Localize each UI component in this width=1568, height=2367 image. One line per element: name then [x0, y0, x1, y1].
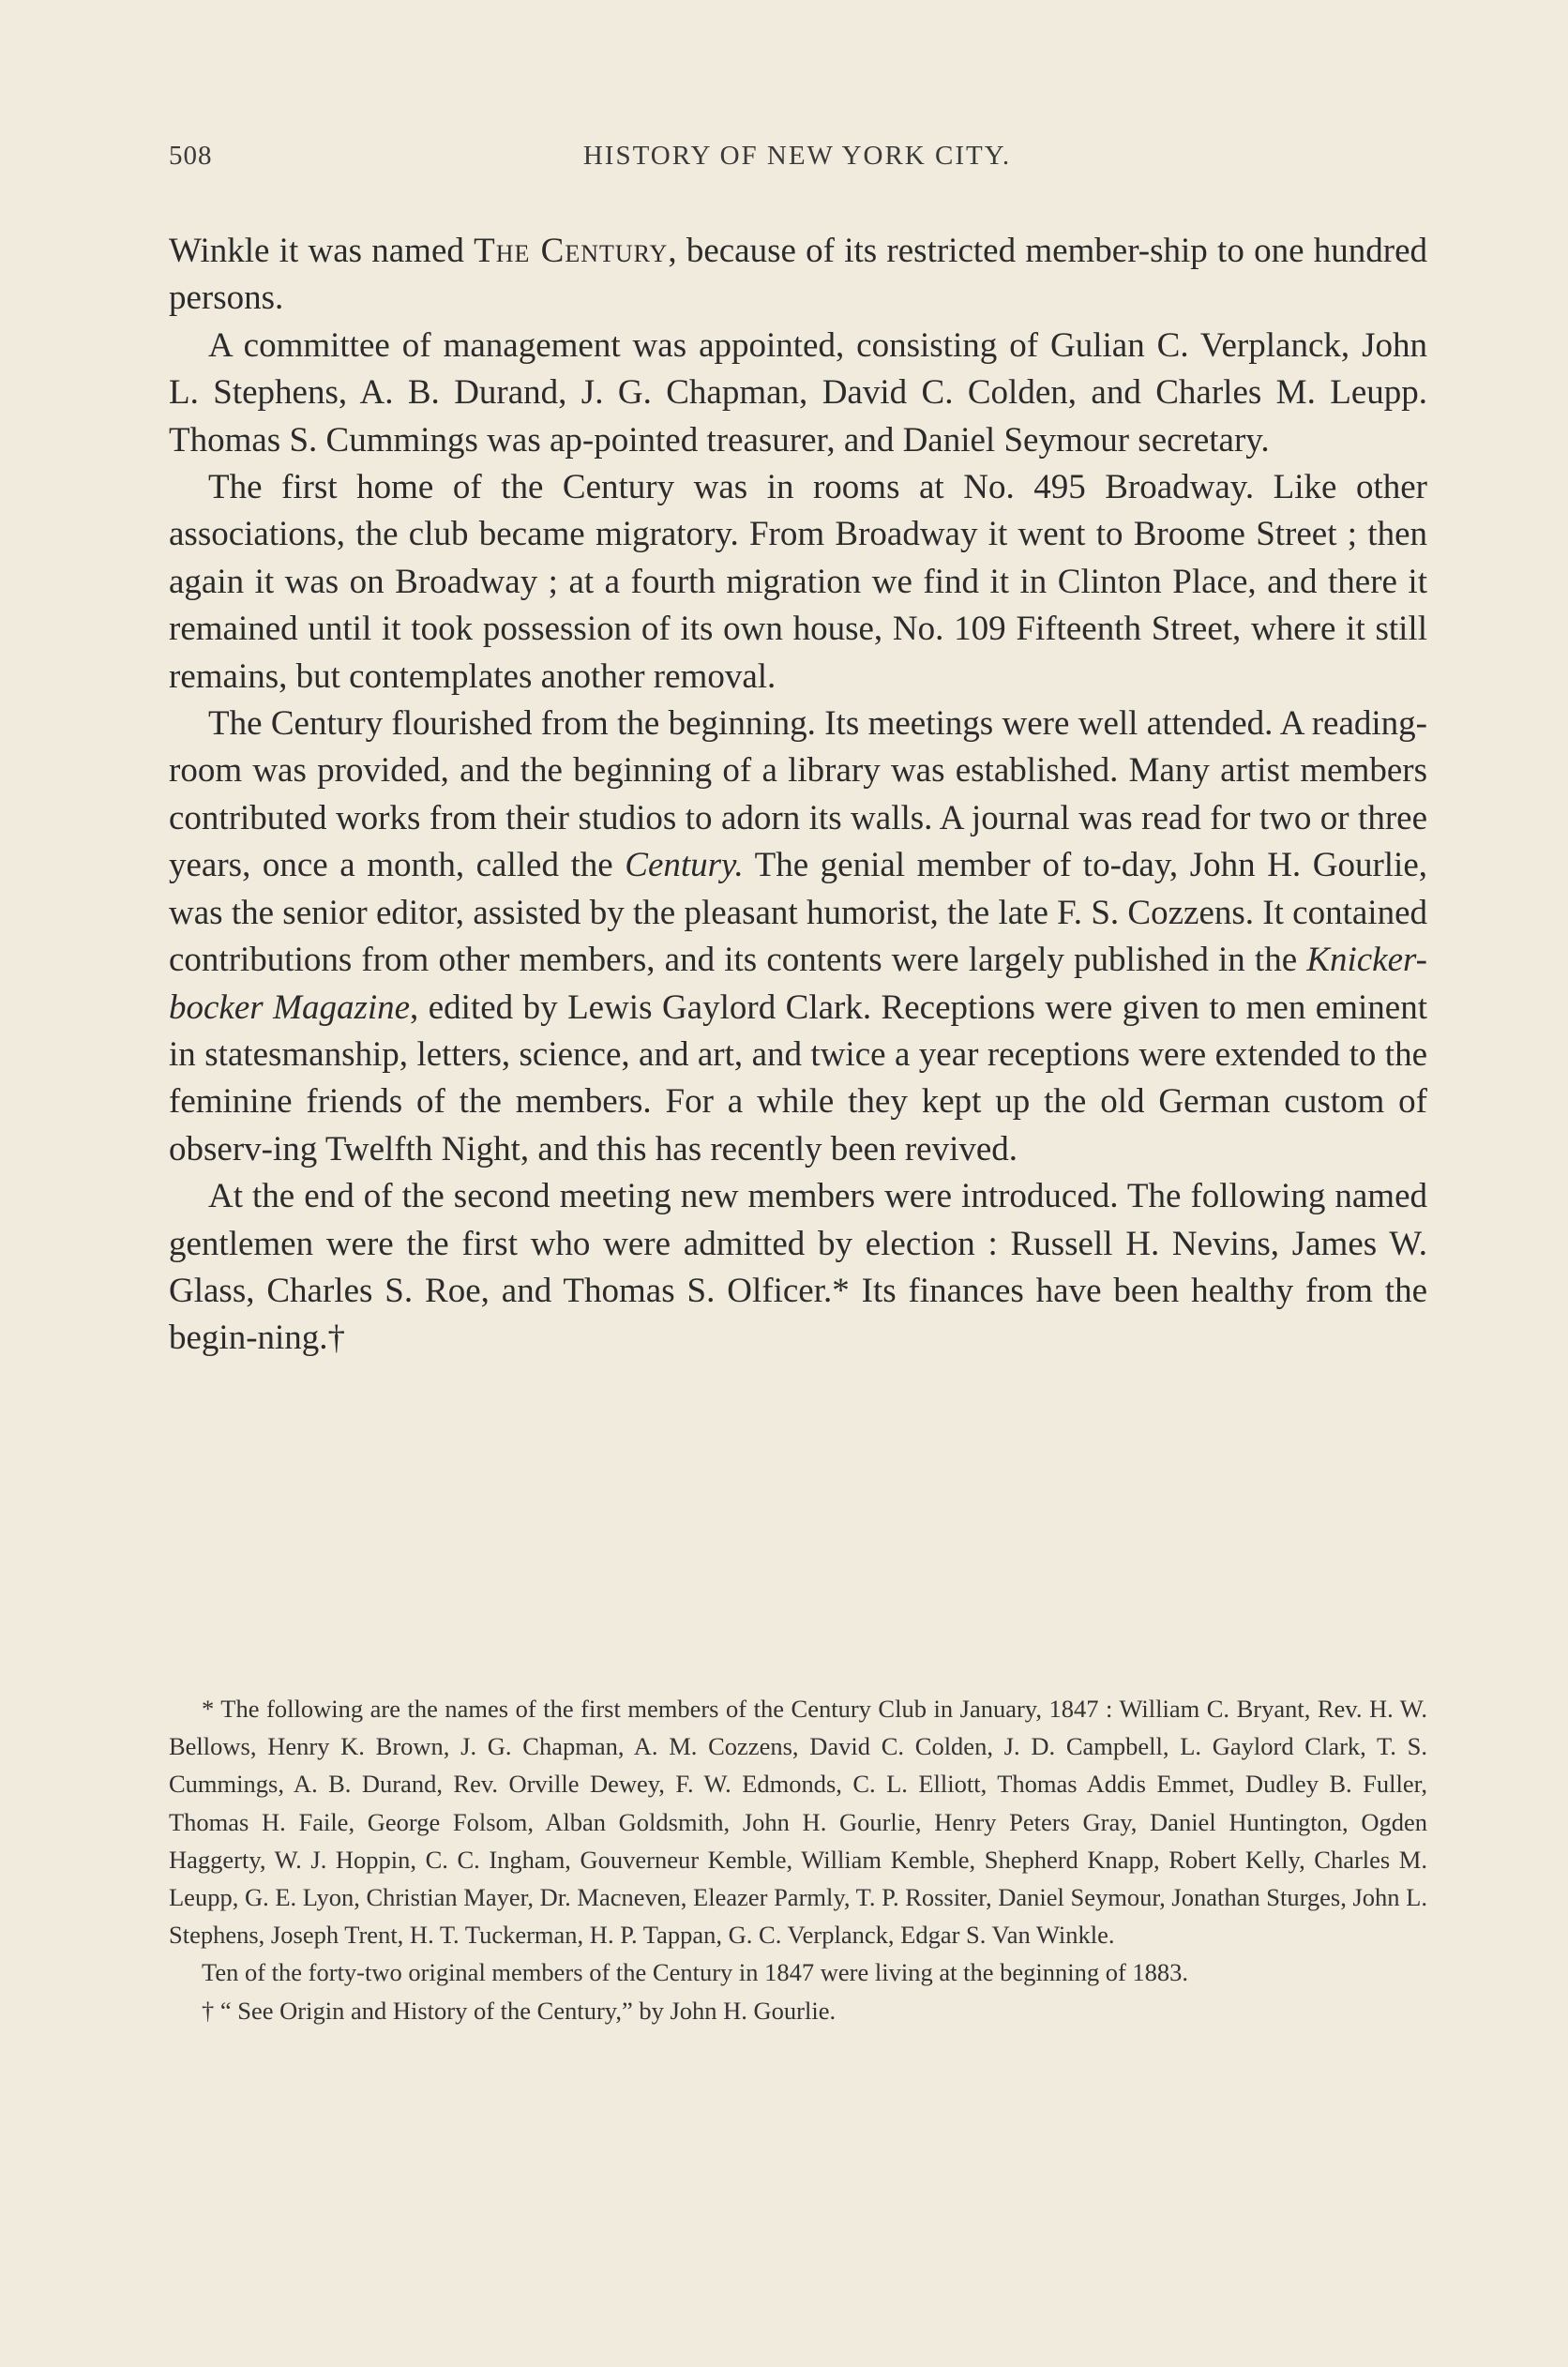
text-segment: The Century flourished from the beginning. Its meetings were well attended. A reading-room was provided, and the beginning of a library was established. Many artist members contributed works from their studios to adorn its walls. A journal was read for two or three years, once a month, called the	[169, 704, 1427, 885]
body-paragraph	[169, 323, 1427, 464]
body-paragraph	[169, 228, 1427, 323]
text-segment: At the end of the second meeting new members were introduced. The following named gentlemen were the first who were admitted by election : Russell H. Nevins, James W. Glass, Charles S. Roe, and Thomas S. Olficer.* Its finances have been healthy from the begin-ning.†	[169, 1177, 1427, 1358]
footnote: * The following are the names of the first members of the Century Club in January, 1847 : William C. Bryant, Rev. H. W. Bellows, Henry K. Brown, J. G. Chapman, A. M. Cozzens, David C. Colden, J. D. Campbell, L. Gaylord Clark, T. S. Cummings, A. B. Durand, Rev. Orville Dewey, F. W. Edmonds, C. L. Elliott, Thomas Addis Emmet, Dudley B. Fuller, Thomas H. Faile, George Folsom, Alban Goldsmith, John H. Gourlie, Henry Peters Gray, Daniel Huntington, Ogden Haggerty, W. J. Hoppin, C. C. Ingham, Gouverneur Kemble, William Kemble, Shepherd Knapp, Robert Kelly, Charles M. Leupp, G. E. Lyon, Christian Mayer, Dr. Macneven, Eleazer Parmly, T. P. Rossiter, Daniel Seymour, Jonathan Sturges, John L. Stephens, Joseph Trent, H. T. Tuckerman, H. P. Tappan, G. C. Verplanck, Edgar S. Van Winkle.	[169, 1695, 1427, 1950]
body-text	[169, 228, 1427, 1363]
text-segment: , edited by Lewis Gaylord Clark. Receptions were given to men eminent in statesmanship, letters, science, and art, and twice a year receptions were extended to the feminine friends of the members. For a while they kept up the old German custom of observ-ing Twelfth Night, and this has recently been revived.	[169, 988, 1427, 1168]
footnote: Ten of the forty-two original members of the Century in 1847 were living at the beginning of 1883.	[202, 1958, 1189, 1987]
text-segment: Winkle it was named	[169, 232, 475, 270]
text-segment: The Century	[474, 232, 669, 270]
running-title: HISTORY OF NEW YORK CITY.	[582, 141, 1012, 171]
footnote: † “ See Origin and History of the Century,” by John H. Gourlie.	[202, 1996, 837, 2025]
text-segment: The genial member of to-day, John H. Gourlie, was the senior editor, assisted by the pleasant humorist, the late F. S. Cozzens. It contained contributions from other members, and its contents were largely published in the	[169, 846, 1427, 980]
body-paragraph	[169, 1173, 1427, 1363]
text-segment: Knicker-bocker Magazine	[169, 941, 1427, 1027]
text-segment: The first home of the Century was in rooms at No. 495 Broadway. Like other associations, the club became migratory. From Broadway it went to Broome Street ; then again it was on Broadway ; at a fourth migration we find it in Clinton Place, and there it remained until it took possession of its own house, No. 109 Fifteenth Street, where it still remains, but contemplates another removal.	[169, 468, 1427, 696]
text-segment: Century.	[625, 846, 744, 885]
text-segment: , because of its restricted member-ship to one hundred persons.	[169, 232, 1427, 318]
text-segment: A committee of management was appointed, consisting of Gulian C. Verplanck, John L. Stephens, A. B. Durand, J. G. Chapman, David C. Colden, and Charles M. Leupp. Thomas S. Cummings was ap-pointed treasurer, and Daniel Seymour secretary.	[169, 325, 1427, 460]
footnotes	[169, 1690, 1427, 2029]
body-paragraph	[169, 464, 1427, 701]
page-number: 508	[169, 141, 213, 171]
body-paragraph	[169, 701, 1427, 1173]
